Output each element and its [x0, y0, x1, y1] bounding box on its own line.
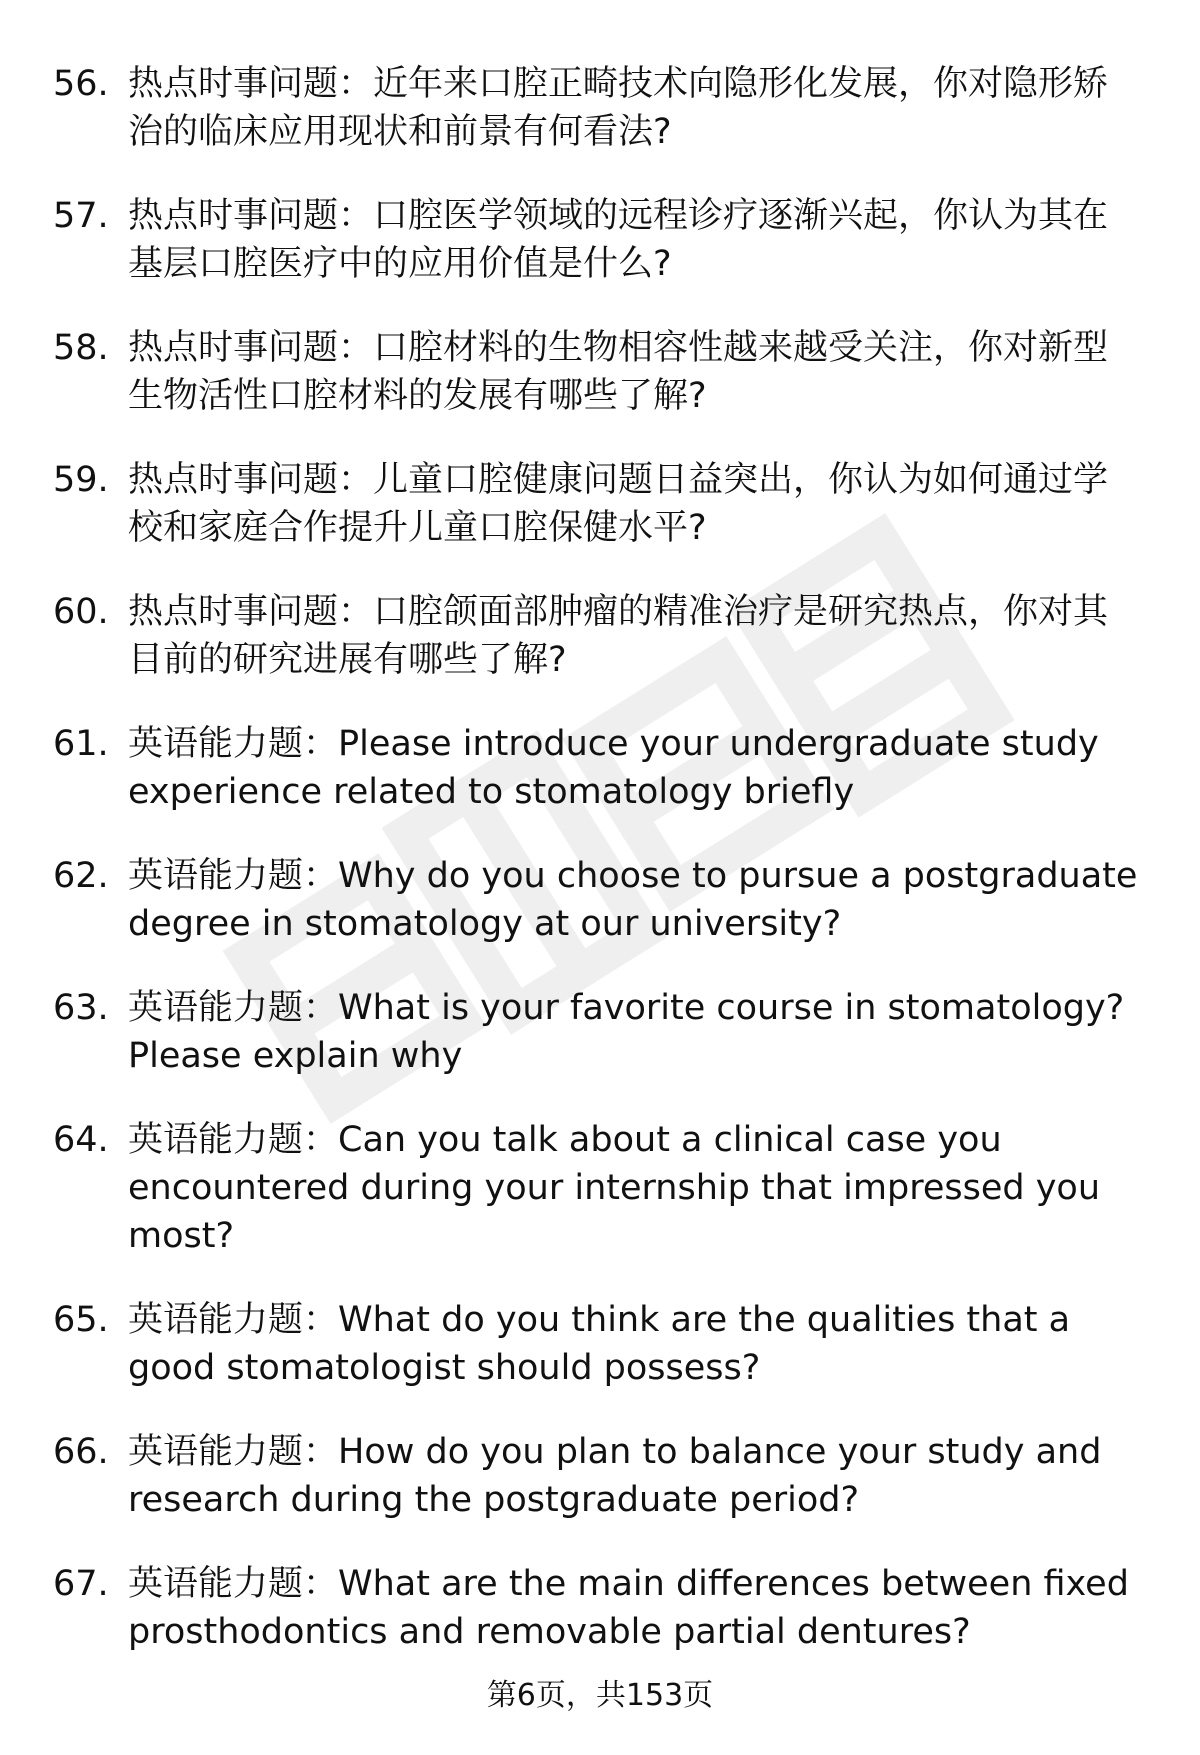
question-number: 66. — [53, 1432, 109, 1472]
question-category: 英语能力题： — [128, 724, 339, 764]
question-category: 英语能力题： — [128, 988, 339, 1028]
question-item — [0, 60, 1200, 156]
question-text — [128, 1428, 1140, 1524]
question-item — [0, 192, 1200, 288]
question-item — [0, 1428, 1200, 1524]
question-number: 60. — [53, 592, 109, 632]
question-text — [128, 1560, 1140, 1656]
question-item — [0, 456, 1200, 552]
question-text — [128, 984, 1140, 1080]
question-body: Can you talk about a clinical case you encountered during your internship that impressed you most? — [128, 1120, 1101, 1256]
question-item — [0, 1560, 1200, 1656]
question-number: 63. — [53, 988, 109, 1028]
question-category: 英语能力题： — [128, 1432, 339, 1472]
question-body: What are the main differences between fixed prosthodontics and removable partial dentures? — [128, 1564, 1129, 1652]
question-category: 英语能力题： — [128, 1300, 339, 1340]
question-item — [0, 1116, 1200, 1260]
question-text — [128, 192, 1140, 288]
question-body: Please introduce your undergraduate study experience related to stomatology briefly — [128, 724, 1099, 812]
question-item — [0, 588, 1200, 684]
question-number: 62. — [53, 856, 109, 896]
question-text — [128, 324, 1140, 420]
question-number: 61. — [53, 724, 109, 764]
question-text — [128, 588, 1140, 684]
question-number: 57. — [53, 196, 109, 236]
question-list — [0, 60, 1200, 1692]
question-text — [128, 1296, 1140, 1392]
question-number: 67. — [53, 1564, 109, 1604]
question-item — [0, 852, 1200, 948]
question-item — [0, 1296, 1200, 1392]
question-item — [0, 324, 1200, 420]
question-body: What is your favorite course in stomatology? Please explain why — [128, 988, 1125, 1076]
question-category: 英语能力题： — [128, 1120, 339, 1160]
question-body: 口腔颌面部肿瘤的精准治疗是研究热点，你对其目前的研究进展有哪些了解? — [128, 592, 1109, 680]
question-body: How do you plan to balance your study and research during the postgraduate period? — [128, 1432, 1102, 1520]
question-number: 65. — [53, 1300, 109, 1340]
question-category: 热点时事问题： — [128, 460, 374, 500]
question-text — [128, 456, 1140, 552]
question-category: 英语能力题： — [128, 856, 339, 896]
question-number: 56. — [53, 64, 109, 104]
question-category: 热点时事问题： — [128, 328, 374, 368]
question-body: 儿童口腔健康问题日益突出，你认为如何通过学校和家庭合作提升儿童口腔保健水平? — [128, 460, 1109, 548]
page-footer: 第6页，共153页 — [486, 1678, 714, 1713]
question-text — [128, 720, 1140, 816]
question-body: 口腔材料的生物相容性越来越受关注，你对新型生物活性口腔材料的发展有哪些了解? — [128, 328, 1109, 416]
question-body: 近年来口腔正畸技术向隐形化发展，你对隐形矫治的临床应用现状和前景有何看法? — [128, 64, 1109, 152]
question-number: 59. — [53, 460, 109, 500]
question-body: Why do you choose to pursue a postgraduate degree in stomatology at our university? — [128, 856, 1138, 944]
question-body: 口腔医学领域的远程诊疗逐渐兴起，你认为其在基层口腔医疗中的应用价值是什么? — [128, 196, 1109, 284]
question-item — [0, 984, 1200, 1080]
question-body: What do you think are the qualities that a good stomatologist should possess? — [128, 1300, 1071, 1388]
question-category: 热点时事问题： — [128, 64, 374, 104]
question-category: 热点时事问题： — [128, 592, 374, 632]
question-category: 英语能力题： — [128, 1564, 339, 1604]
question-text — [128, 60, 1140, 156]
question-number: 58. — [53, 328, 109, 368]
question-text — [128, 852, 1140, 948]
question-number: 64. — [53, 1120, 109, 1160]
question-item — [0, 720, 1200, 816]
question-text — [128, 1116, 1140, 1260]
question-category: 热点时事问题： — [128, 196, 374, 236]
